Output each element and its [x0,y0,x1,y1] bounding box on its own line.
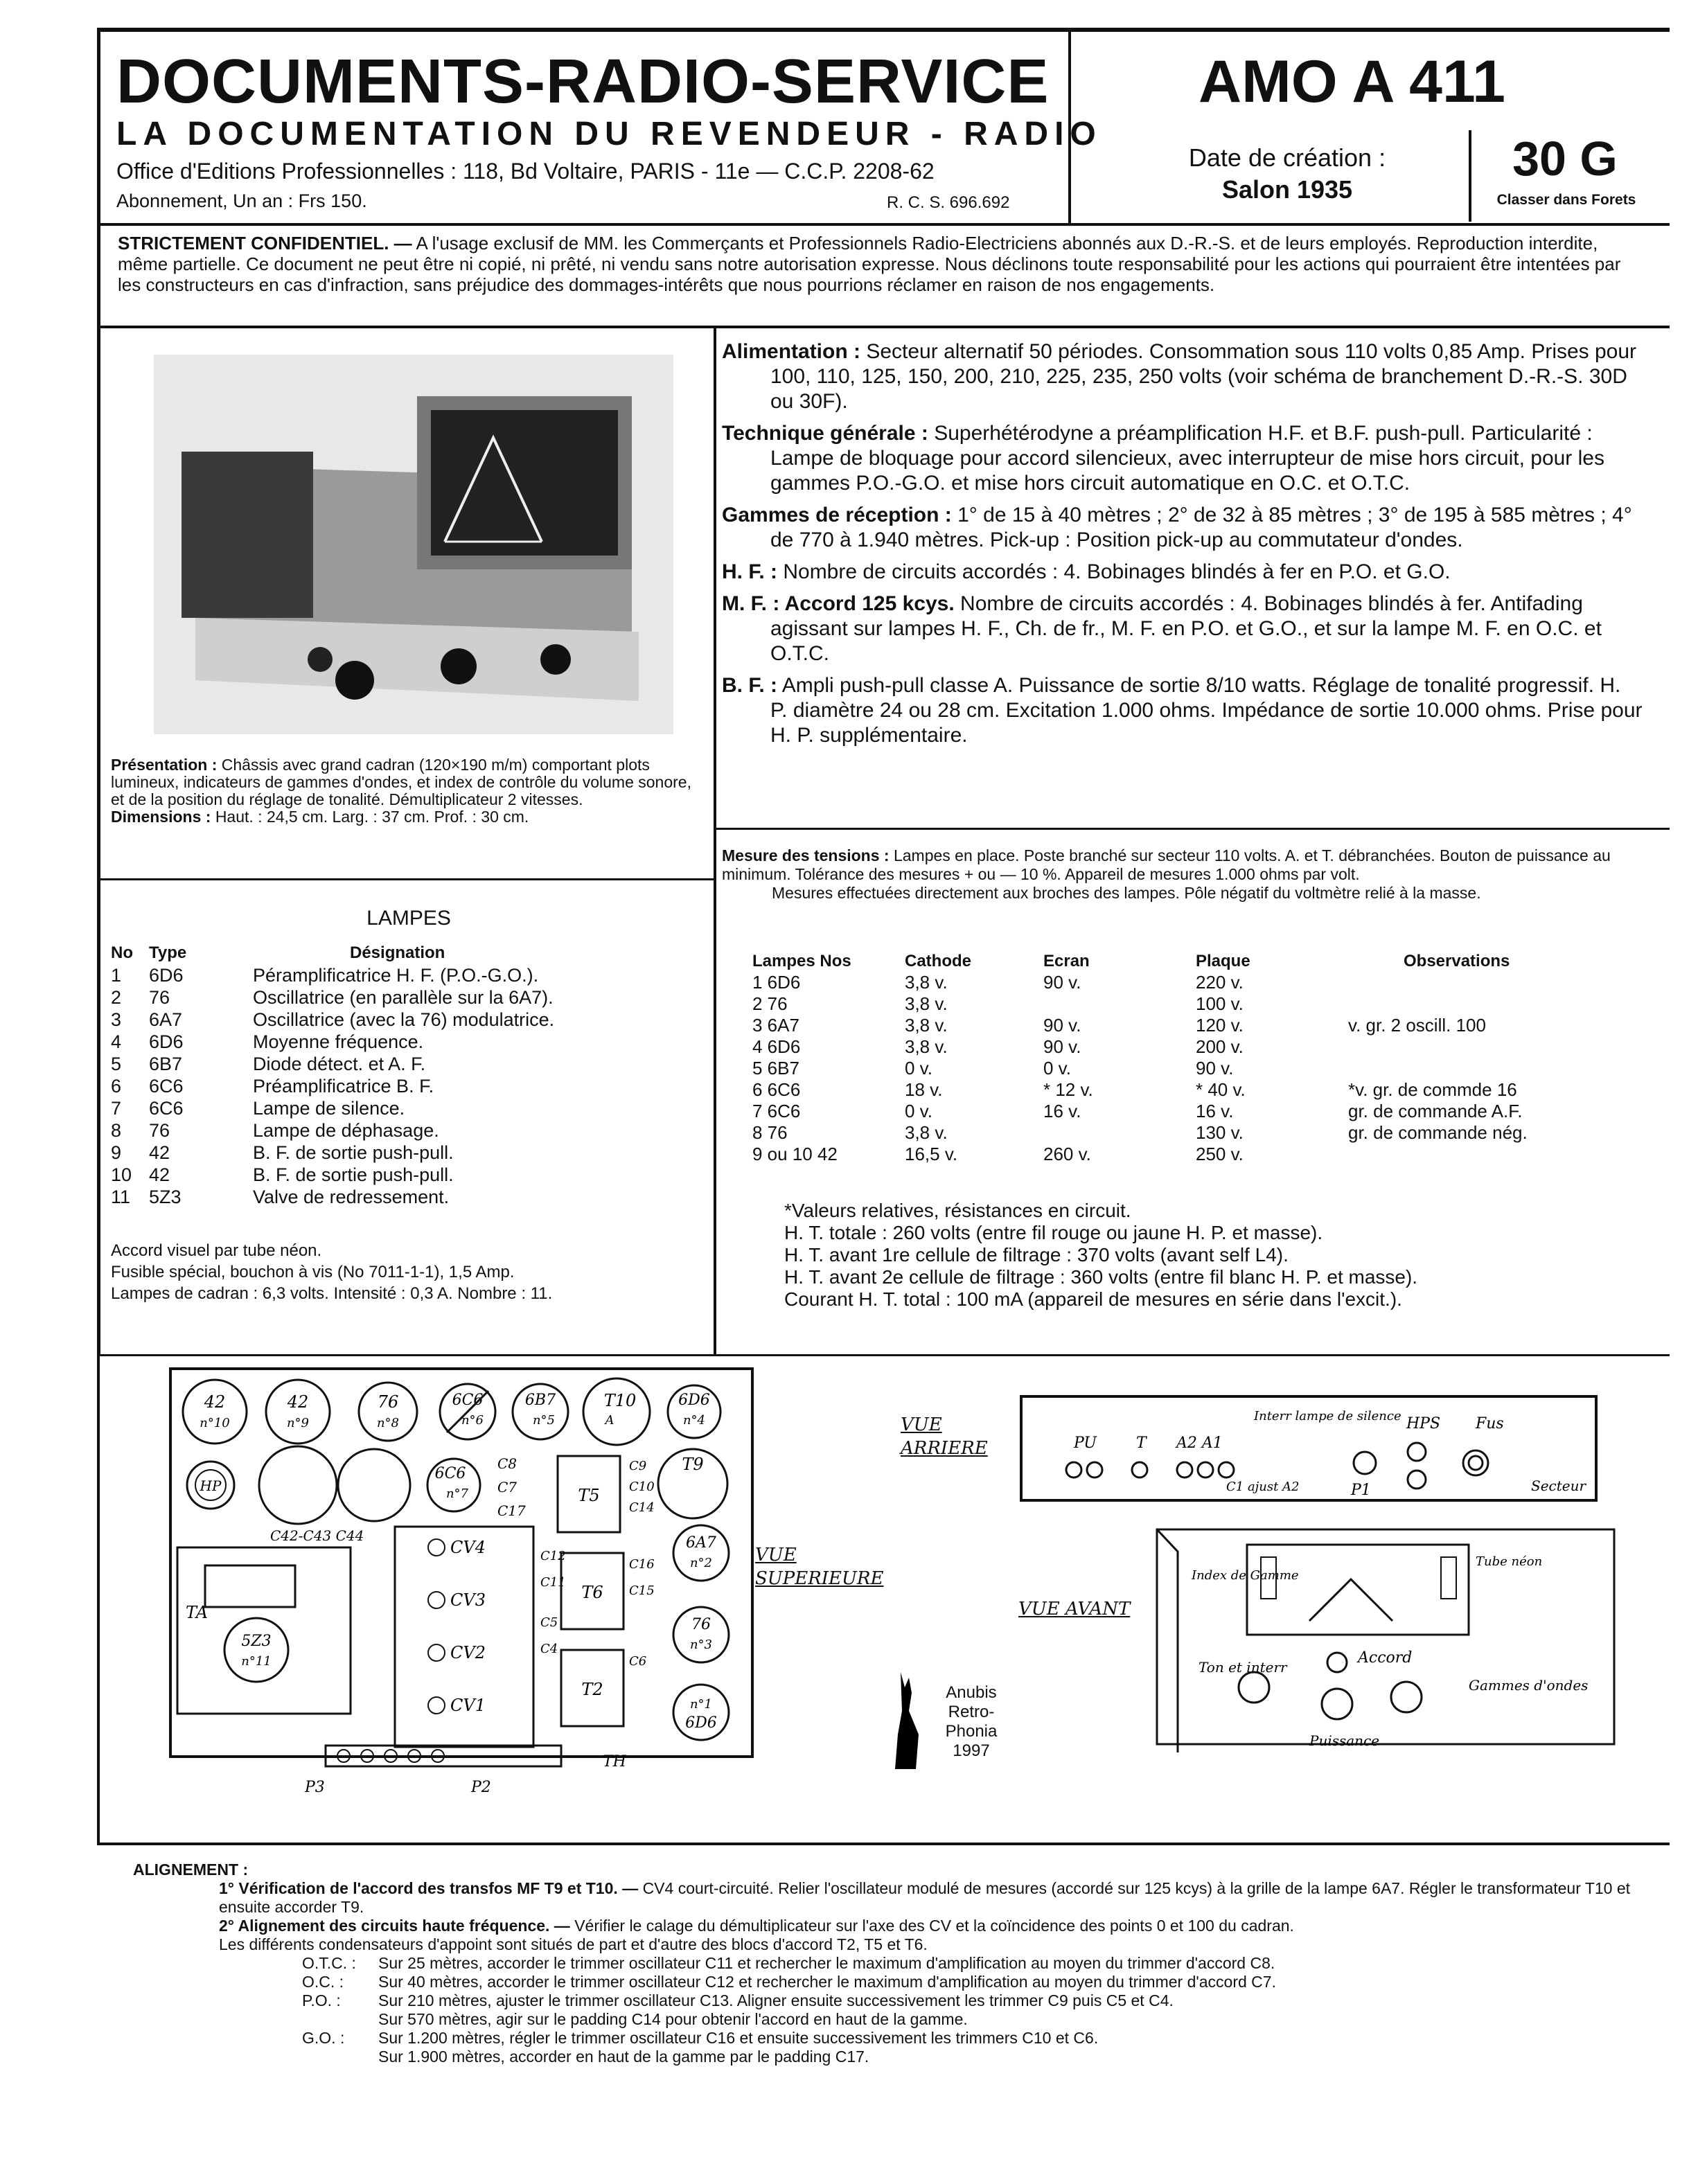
lamp-designation: Lampe de déphasage. [253,1120,439,1141]
lamp-designation: Moyenne fréquence. [253,1031,424,1052]
rear-hps: HPS [1406,1415,1441,1432]
spec-text: Nombre de circuits accordés : 4. Bobinages blindés à fer en P.O. et G.O. [783,560,1451,583]
tension-obs: gr. de commande A.F. [1348,1101,1523,1121]
tension-obs: v. gr. 2 oscill. 100 [1348,1015,1486,1036]
tensions-col-cathode: Cathode [905,952,971,970]
brand-subtitle: LA DOCUMENTATION DU REVENDEUR - RADIO [116,116,1102,152]
diagram-left-border [97,1356,100,1845]
credit-line: Retro-Phonia [945,1703,998,1741]
tension-cathode: 3,8 v. [905,1036,948,1057]
vue-arriere-label: VUE ARRIERE [901,1414,988,1459]
lamp-type: 76 [149,1120,170,1141]
tension-lamp: 6 6C6 [752,1079,801,1100]
svg-text:n°1: n°1 [689,1697,713,1712]
spec-text: Ampli push-pull classe A. Puissance de sortie 8/10 watts. Réglage de tonalité progressif. H. P. diamètre 24 ou 28 cm. Excitation 1.000 ohms. Impédance de sortie 10.000 ohms. Prise pour H. P. supplémentaire. [770,674,1643,747]
lamp-row [111,1142,707,1164]
front-accord: Accord [1358,1649,1413,1667]
spec-label: Alimentation : [722,340,860,363]
lamp-no: 3 [111,1009,122,1030]
lamps-note: Fusible spécial, bouchon à vis (No 7011-1-1), 1,5 Amp. [111,1263,515,1281]
lamp-type: 6D6 [149,965,184,986]
svg-text:n°11: n°11 [241,1654,272,1669]
class-label: Classer dans Forets [1496,192,1636,208]
rear-c1-ajust: C1 ajust A2 [1226,1480,1300,1494]
front-gammes-ondes: Gammes d'ondes [1469,1677,1589,1694]
transfo-t10 [583,1378,650,1445]
tension-obs [1348,1144,1646,1165]
rear-pu: PU [1074,1435,1097,1452]
rear-t: T [1136,1435,1147,1452]
tensions-intro-text-2: Mesures effectuées directement aux broches des lampes. Pôle négatif du voltmètre relié à la masse. [772,884,1481,902]
header-bottom-rule [97,223,1670,226]
cap-c6: C6 [629,1654,647,1669]
tube-42-10 [183,1380,247,1444]
front-index-gamme: Index de Gamme [1192,1568,1299,1583]
tension-row [752,993,1646,1015]
lamp-no: 6 [111,1076,122,1097]
tube-42-9 [266,1380,330,1444]
lamp-designation: B. F. de sortie push-pull. [253,1142,454,1163]
lamp-row [111,1075,707,1097]
presentation-block [111,756,707,826]
transfo-t5-label: T5 [578,1486,600,1505]
alignment-text: Sur 570 mètres, agir sur le padding C14 pour obtenir l'accord en haut de la gamme. [378,2010,968,2028]
column-divider [714,328,716,1355]
svg-text:n°4: n°4 [682,1413,706,1428]
svg-text:n°8: n°8 [376,1416,400,1430]
cv-1 [428,1696,486,1715]
dimensions-label: Dimensions : [111,808,211,826]
svg-text:5Z3: 5Z3 [241,1633,272,1650]
lamp-row [111,1053,707,1075]
alignment-text: Sur 210 mètres, ajuster le trimmer oscillateur C13. Aligner ensuite successivement les trimmer C9 puis C5 et C4. [378,1991,1174,2009]
cap-c15: C15 [629,1583,655,1598]
alignment-band [302,2010,378,2029]
tube-6b7-5 [513,1384,568,1439]
caps-c42-c44: C42-C43 C44 [270,1527,364,1544]
svg-text:6C6: 6C6 [452,1392,484,1409]
lamps-header [111,942,707,964]
tension-ecran: 90 v. [1043,1015,1081,1036]
lamp-no: 10 [111,1164,132,1185]
svg-text:T9: T9 [682,1455,704,1474]
svg-text:n°6: n°6 [461,1413,484,1428]
lamps-col-designation: Désignation [350,943,445,962]
front-tube-neon: Tube néon [1476,1554,1543,1569]
cap-c4: C4 [540,1642,558,1656]
alignment-intro: Les différents condensateurs d'appoint sont situés de part et d'autre des blocs d'accord T2, T5 et T6. [219,1935,928,1953]
speaker-hp [187,1462,234,1509]
tension-ecran: 16 v. [1043,1101,1081,1121]
creation-date-label: Date de création : [1188,143,1386,172]
spec-label: B. F. : [722,674,777,697]
tension-lamp: 3 6A7 [752,1015,799,1036]
lamps-note: Accord visuel par tube néon. [111,1241,322,1260]
lamp-designation: Péramplificatrice H. F. (P.O.-G.O.). [253,965,539,986]
lamp-no: 5 [111,1054,122,1074]
lamp-row [111,1009,707,1031]
office-address: Office d'Editions Professionnelles : 118, Bd Voltaire, PARIS - 11e — C.C.P. 2208-62 [116,159,935,184]
tension-plaque: 250 v. [1196,1144,1244,1164]
lamp-row [111,1119,707,1142]
cap-c5: C5 [540,1615,558,1630]
tension-lamp: 8 76 [752,1122,788,1143]
cap-c8: C8 [497,1455,518,1472]
alignment-step-1 [104,1879,1649,1917]
tension-cathode: 16,5 v. [905,1144,958,1164]
rear-a2-a1: A2 A1 [1176,1435,1223,1452]
tensions-table [752,950,1646,1165]
svg-text:n°2: n°2 [689,1556,713,1570]
tension-ecran [1043,993,1196,1015]
cap-c10: C10 [629,1480,655,1494]
alignment-step-2-text: Vérifier le calage du démultiplicateur sur l'axe des CV et la coïncidence des points 0 et 100 du cadran. [574,1917,1294,1935]
specs-bottom-rule [716,828,1670,830]
model-title: AMO A 411 [1199,48,1505,115]
tensions-footnote: H. T. totale : 260 volts (entre fil rouge ou jaune H. P. et masse). [784,1222,1323,1243]
tension-cathode: 3,8 v. [905,1122,948,1143]
tension-obs: gr. de commande nég. [1348,1122,1528,1143]
tension-cathode: 3,8 v. [905,1015,948,1036]
svg-text:n°7: n°7 [445,1486,469,1501]
lamp-designation: B. F. de sortie push-pull. [253,1164,454,1185]
svg-text:76: 76 [691,1616,711,1633]
spec-label: Technique générale : [722,422,928,445]
svg-text:HP: HP [200,1477,222,1494]
lamp-no: 9 [111,1142,122,1163]
lamp-designation: Oscillatrice (avec la 76) modulatrice. [253,1009,555,1030]
tension-lamp: 9 ou 10 42 [752,1144,838,1164]
alignment-step-2 [104,1917,1649,1935]
svg-text:n°3: n°3 [689,1637,713,1652]
svg-text:6B7: 6B7 [524,1392,556,1409]
transfo-t6-label: T6 [581,1583,603,1602]
alignment-text: Sur 40 mètres, accorder le trimmer oscillateur C12 et rechercher le maximum d'amplification au moyen du trimmer d'accord C7. [378,1973,1276,1991]
svg-text:6D6: 6D6 [678,1392,710,1409]
transfo-t9 [658,1449,727,1518]
transfo-t2-label: T2 [581,1680,603,1699]
tension-lamp: 5 6B7 [752,1058,799,1078]
lamp-type: 42 [149,1142,170,1163]
tension-obs: *v. gr. de commde 16 [1348,1079,1517,1100]
rear-secteur: Secteur [1531,1477,1586,1494]
left-border [97,28,100,1354]
tension-plaque: * 40 v. [1196,1079,1246,1100]
class-box-divider [1469,130,1471,222]
tension-row [752,1144,1646,1165]
tension-plaque: 130 v. [1196,1122,1244,1143]
lamp-no: 11 [111,1187,131,1207]
alignment-row [302,1973,1276,1991]
svg-text:CV1: CV1 [450,1696,486,1715]
tube-76-3 [673,1607,729,1662]
alignment-table [302,1954,1276,2066]
alignment-row [302,1954,1276,1973]
vue-superieure-label: VUE SUPERIEURE [755,1545,884,1589]
cv-2 [428,1643,486,1662]
rear-view [1018,1394,1600,1511]
svg-text:6A7: 6A7 [686,1534,716,1552]
tension-row [752,1101,1646,1122]
presentation-bottom-rule [100,878,714,880]
front-ton-interr: Ton et interr [1199,1659,1287,1676]
tension-ecran: 260 v. [1043,1144,1091,1164]
tension-ecran: 0 v. [1043,1058,1071,1078]
tube-6c6-7 [427,1459,480,1511]
tension-obs [1348,1036,1646,1058]
front-view [1150,1524,1635,1773]
diagram-bottom-rule [97,1843,1670,1845]
tension-lamp: 2 76 [752,993,788,1014]
tube-6d6-4 [668,1385,720,1438]
svg-text:A: A [605,1413,614,1428]
lamp-no: 1 [111,965,122,986]
lamps-notes [111,1240,714,1304]
tensions-intro [722,846,1643,903]
alignment-title: ALIGNEMENT : [133,1861,249,1879]
alignment-band: G.O. : [302,2029,345,2047]
chassis-diagram [166,1366,762,1802]
tension-cathode: 0 v. [905,1058,932,1078]
rear-fus: Fus [1476,1415,1504,1432]
tension-plaque: 200 v. [1196,1036,1244,1057]
alignment-step-1-text: CV4 court-circuité. Relier l'oscillateur modulé de mesures (accordé sur 125 kcys) à la grille de la lampe 6A7. Régler le transformateur T10 et ensuite accorder T9. [219,1879,1631,1916]
lamps-title: LAMPES [366,907,451,930]
svg-text:CV4: CV4 [450,1538,486,1557]
tension-cathode: 3,8 v. [905,993,948,1014]
dimensions-text: Haut. : 24,5 cm. Larg. : 37 cm. Prof. : 30 cm. [215,808,529,826]
tension-ecran [1043,1122,1196,1144]
tensions-col-plaque: Plaque [1196,952,1250,970]
spec-label: H. F. : [722,560,777,583]
svg-text:n°10: n°10 [200,1416,230,1430]
lamp-type: 42 [149,1164,170,1185]
middle-bottom-rule [97,1354,1670,1356]
tension-ecran: 90 v. [1043,1036,1081,1057]
alignment-band [302,2048,378,2066]
lamp-row [111,1097,707,1119]
tension-lamp: 4 6D6 [752,1036,801,1057]
lamp-type: 6B7 [149,1054,183,1074]
confidential-text: A l'usage exclusif de MM. les Commerçants et Professionnels Radio-Electriciens abonnés aux D.-R.-S. et de leurs employés. Reproduction interdite, même partielle. Ce document ne peut être ni copié, ni prêté, ni vendu sans notre autorisation expresse. Nous déclinons toute responsabilité pour les actions qui pourraient être intentées par les constructeurs en cas d'infraction, sans préjudice des dommages-intérêts que nous pourrions réclamer en raison de nos engagements. [118,233,1621,295]
spec-text: Secteur alternatif 50 périodes. Consommation sous 110 volts 0,85 Amp. Prises pour 100, 110, 125, 150, 200, 210, 225, 235, 250 volts (voir schéma de branchement D.-R.-S. 30D ou 30F). [770,340,1637,413]
cap-c7: C7 [497,1479,518,1495]
tension-plaque: 90 v. [1196,1058,1234,1078]
tube-76-8 [359,1383,417,1441]
alignment-section [104,1861,1649,2066]
vue-avant-label: VUE AVANT [1018,1599,1131,1619]
class-code: 30 G [1512,132,1618,186]
lamps-note: Lampes de cadran : 6,3 volts. Intensité : 0,3 A. Nombre : 11. [111,1284,553,1303]
pot-p3: P3 [305,1779,325,1796]
tension-plaque: 16 v. [1196,1101,1234,1121]
alignment-text: Sur 25 mètres, accorder le trimmer oscillateur C11 et rechercher le maximum d'amplification au moyen du trimmer d'accord C8. [378,1954,1275,1972]
tube-6c6-6 [440,1384,495,1439]
subscription: Abonnement, Un an : Frs 150. [116,190,367,211]
cap-c17: C17 [497,1502,526,1519]
alignment-band: O.T.C. : [302,1954,356,1972]
tension-row [752,1079,1646,1101]
alignment-row [302,2048,1276,2066]
lamp-row [111,1186,707,1208]
lamp-type: 76 [149,987,170,1008]
lamp-no: 4 [111,1031,122,1052]
tensions-intro-text: Lampes en place. Poste branché sur secteur 110 volts. A. et T. débranchées. Bouton de puissance au minimum. Tolérance des mesures + ou — 10 %. Appareil de mesures 1.000 ohms par volt. [722,846,1611,883]
presentation-label: Présentation : [111,756,218,774]
lamp-designation: Diode détect. et A. F. [253,1054,426,1074]
cap-c14: C14 [629,1500,655,1515]
lamp-type: 5Z3 [149,1187,182,1207]
spec-item [722,592,1643,666]
svg-text:6D6: 6D6 [685,1714,717,1732]
pot-p2: P2 [471,1779,491,1796]
lamp-type: 6C6 [149,1076,184,1097]
lamps-table [111,942,707,1208]
confidential-notice [118,233,1642,295]
alignment-step-2-label: 2° Alignement des circuits haute fréquence. — [219,1917,570,1935]
capacitor-can [259,1446,337,1524]
tension-row [752,1015,1646,1036]
lamps-col-type: Type [149,943,187,962]
radio-photo [154,355,673,734]
credit-line: 1997 [953,1741,990,1760]
lamp-row [111,986,707,1009]
spec-text: Superhétérodyne a préamplification H.F. et B.F. push-pull. Particularité : Lampe de bloquage pour accord silencieux, avec interrupteur de mise hors circuit, pour les gammes P.O.-G.O. et mise hors circuit automatique en O.C. et O.T.C. [770,422,1604,495]
tension-cathode: 3,8 v. [905,972,948,993]
tube-6d6-1 [673,1685,729,1740]
tension-plaque: 120 v. [1196,1015,1244,1036]
capacitor-can [338,1449,410,1521]
tensions-footnotes [784,1200,1650,1311]
power-transfo-box [177,1547,351,1714]
presentation-text: Châssis avec grand cadran (120×190 m/m) comportant plots lumineux, indicateurs de gammes d'ondes, et index de contrôle du volume sonore, et de la position du réglage de tonalité. Démultiplicateur 2 vitesses. [111,756,691,808]
tensions-footnote: H. T. avant 1re cellule de filtrage : 370 volts (avant self L4). [784,1244,1289,1266]
tone-th: TH [603,1753,626,1770]
spec-text: 1° de 15 à 40 mètres ; 2° de 32 à 85 mètres ; 3° de 195 à 585 mètres ; 4° de 770 à 1.940 mètres. Pick-up : Position pick-up au commutateur d'ondes. [770,504,1632,551]
tension-obs [1348,972,1646,993]
tensions-col-observations: Observations [1404,952,1510,970]
credit-line: Anubis [946,1683,997,1702]
spec-text: Nombre de circuits accordés : 4. Bobinages blindés à fer. Antifading agissant sur lampes H. F., Ch. de fr., M. F. en P.O. et G.O., et sur la lampe M. F. en O.C. et O.T.C. [770,592,1602,665]
tension-row [752,972,1646,993]
cap-c11: C11 [540,1575,566,1590]
lamp-row [111,1164,707,1186]
lamp-designation: Préamplificatrice B. F. [253,1076,434,1097]
spec-item [722,673,1643,748]
svg-text:n°9: n°9 [286,1416,310,1430]
lamp-type: 6D6 [149,1031,184,1052]
rear-interr-silence: Interr lampe de silence [1254,1409,1401,1423]
brand-title: DOCUMENTS-RADIO-SERVICE [116,47,1050,116]
tensions-header [752,950,1646,972]
front-puissance: Puissance [1309,1732,1380,1749]
spec-item [722,503,1643,553]
svg-text:T10: T10 [603,1391,637,1410]
svg-text:CV3: CV3 [450,1590,486,1610]
tensions-footnote: Courant H. T. total : 100 mA (appareil de mesures en série dans l'excit.). [784,1288,1402,1310]
confidential-bottom-rule [97,326,1670,328]
lamp-row [111,1031,707,1053]
spec-label: Gammes de réception : [722,504,952,526]
tensions-footnote: *Valeurs relatives, résistances en circuit. [784,1200,1131,1221]
alignment-step-1-label: 1° Vérification de l'accord des transfos MF T9 et T10. — [219,1879,639,1897]
svg-text:n°5: n°5 [532,1413,556,1428]
tensions-label: Mesure des tensions : [722,846,890,864]
rear-p1: P1 [1351,1482,1371,1499]
lamp-designation: Valve de redressement. [253,1187,450,1207]
lamp-no: 2 [111,987,122,1008]
tensions-footnote: H. T. avant 2e cellule de filtrage : 360 volts (entre fil blanc H. P. et masse). [784,1266,1418,1288]
alignment-row [302,2029,1276,2048]
alignment-text: Sur 1.200 mètres, régler le trimmer oscillateur C16 et ensuite successivement les trimmers C10 et C6. [378,2029,1099,2047]
tension-row [752,1058,1646,1079]
svg-text:42: 42 [287,1392,309,1412]
cap-c12: C12 [540,1549,566,1563]
alignment-row [302,1991,1276,2010]
lamp-type: 6C6 [149,1098,184,1119]
tension-obs [1348,1058,1646,1079]
tension-ecran: * 12 v. [1043,1079,1093,1100]
lamp-no: 8 [111,1120,122,1141]
specs-block [722,339,1643,755]
tension-plaque: 220 v. [1196,972,1244,993]
alignment-row [302,2010,1276,2029]
tension-plaque: 100 v. [1196,993,1244,1014]
tension-cathode: 18 v. [905,1079,943,1100]
tension-cathode: 0 v. [905,1101,932,1121]
svg-text:76: 76 [377,1392,399,1412]
svg-text:42: 42 [204,1392,226,1412]
spec-item [722,339,1643,414]
svg-text:6C6: 6C6 [434,1465,466,1482]
cv-3 [428,1590,486,1610]
alignment-text: Sur 1.900 mètres, accorder en haut de la gamme par le padding C17. [378,2048,869,2066]
alignment-band: P.O. : [302,1991,341,2009]
lamp-designation: Lampe de silence. [253,1098,405,1119]
lamp-designation: Oscillatrice (en parallèle sur la 6A7). [253,987,554,1008]
tensions-col-lamp: Lampes Nos [752,952,851,970]
cv-4 [428,1538,486,1557]
tension-lamp: 7 6C6 [752,1101,801,1121]
lamp-type: 6A7 [149,1009,183,1030]
cap-c9: C9 [629,1459,647,1473]
tension-lamp: 1 6D6 [752,972,801,993]
svg-text:CV2: CV2 [450,1643,486,1662]
tension-row [752,1122,1646,1144]
credit-block [923,1683,1020,1761]
spec-item [722,421,1643,496]
lamp-row [111,964,707,986]
tube-6a7-2 [673,1525,729,1581]
top-border [97,28,1670,32]
tension-obs [1348,993,1646,1015]
spec-label: M. F. : Accord 125 kcys. [722,592,955,615]
tensions-col-ecran: Ecran [1043,952,1090,970]
tension-row [752,1036,1646,1058]
lamps-col-no: No [111,943,133,962]
spec-item [722,560,1643,585]
transfo-ta-label: TA [186,1603,209,1622]
tension-ecran: 90 v. [1043,972,1081,993]
confidential-title: STRICTEMENT CONFIDENTIEL. — [118,233,412,254]
rcs-number: R. C. S. 696.692 [887,193,1010,212]
tube-5z3-11 [224,1618,288,1682]
creation-date-value: Salon 1935 [1221,175,1353,204]
alignment-band: O.C. : [302,1973,344,1991]
cap-c16: C16 [629,1557,655,1572]
lamp-no: 7 [111,1098,122,1119]
